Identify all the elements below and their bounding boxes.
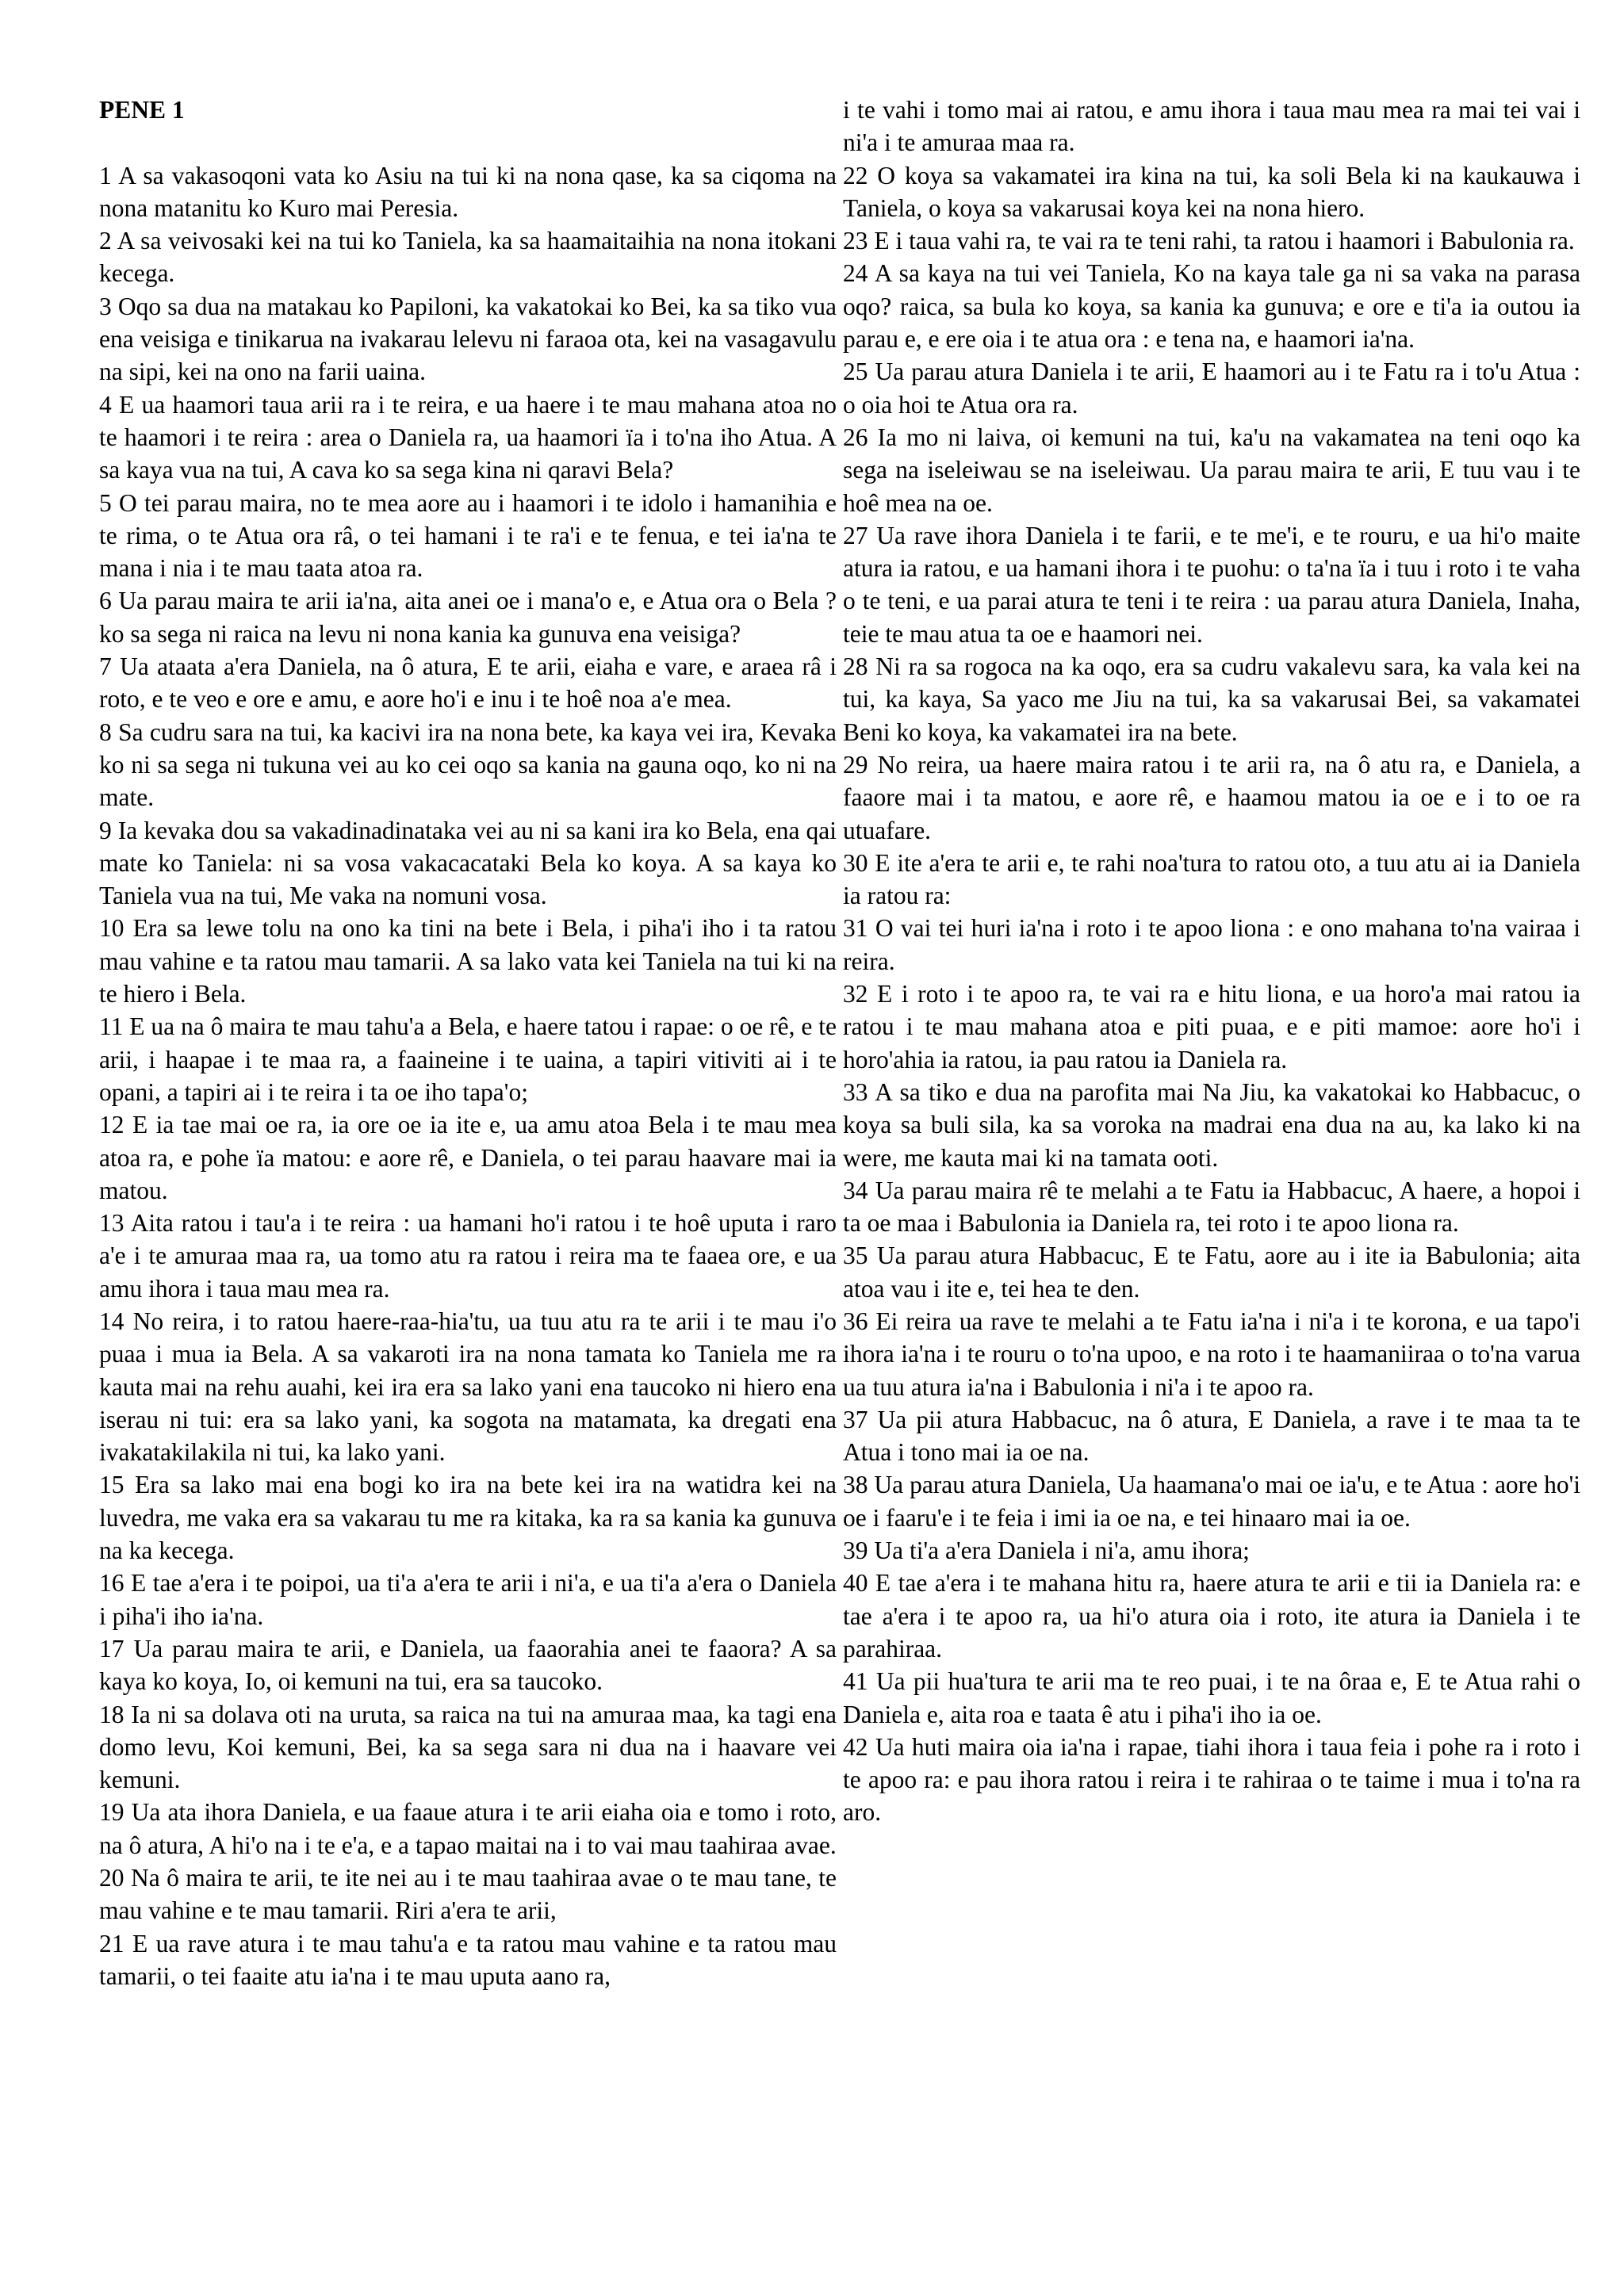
verse: 24 A sa kaya na tui vei Taniela, Ko na kaya tale ga ni sa vaka na parasa oqo? raica, sa bula ko koya, sa kania ka gunuva; e ore e ti'a ia outou ia parau e, e ere oia i te atua ora : e tena na, e haamori ia'na.	[843, 259, 1580, 354]
verse: 27 Ua rave ihora Daniela i te farii, e te me'i, e te rouru, e ua hi'o maite atura ia ratou, e ua hamani ihora i te puohu: o ta'na ïa i tuu i roto i te vaha o te teni, e ua parai atura te teni i te reira : ua parau atura Daniela, Inaha, teie te mau atua ta oe e haamori nei.	[843, 521, 1580, 648]
verse: 26 Ia mo ni laiva, oi kemuni na tui, ka'u na vakamatea na teni oqo ka sega na iseleiwau se na iseleiwau. Ua parau maira te arii, E tuu vau i te hoê mea na oe.	[843, 423, 1580, 517]
verse: i te vahi i tomo mai ai ratou, e amu ihora i taua mau mea ra mai tei vai i ni'a i te amuraa maa ra.	[843, 96, 1580, 157]
verse: 5 O tei parau maira, no te mea aore au i haamori i te idolo i hamanihia e te rima, o te Atua ora râ, o tei hamani i te ra'i e te fenua, e tei ia'na te mana i nia i te mau taata atoa ra.	[99, 488, 837, 583]
verse: 10 Era sa lewe tolu na ono ka tini na bete i Bela, i piha'i iho i ta ratou mau vahine e ta ratou mau tamarii. A sa lako vata kei Taniela na tui ki na te hiero i Bela.	[99, 914, 837, 1008]
verse: 36 Ei reira ua rave te melahi a te Fatu ia'na i ni'a i te korona, e ua tapo'i ihora ia'na i te rouru o to'na upoo, e na roto i te haamaniiraa o to'na varua ua tuu atura ia'na i Babulonia i ni'a i te apoo ra.	[843, 1307, 1580, 1401]
verse: 20 Na ô maira te arii, te ite nei au i te mau taahiraa avae o te mau tane, te mau vahine e te mau tamarii. Riri a'era te arii,	[99, 1864, 837, 1925]
left-column	[99, 94, 837, 1992]
verse: 25 Ua parau atura Daniela i te arii, E haamori au i te Fatu ra i to'u Atua : o oia hoi te Atua ora ra.	[843, 358, 1580, 419]
verse: 6 Ua parau maira te arii ia'na, aita anei oe i mana'o e, e Atua ora o Bela ? ko sa sega ni raica na levu ni nona kania ka gunuva ena veisiga?	[99, 587, 837, 648]
verse: 15 Era sa lako mai ena bogi ko ira na bete kei ira na watidra kei na luvedra, me vaka era sa vakarau tu me ra kitaka, ka ra sa kania ka gunuva na ka kecega.	[99, 1471, 837, 1565]
verse: 42 Ua huti maira oia ia'na i rapae, tiahi ihora i taua feia i pohe ra i roto i te apoo ra: e pau ihora ratou i reira i te rahiraa o te taime i mua i to'na ra aro.	[843, 1732, 1580, 1827]
verse: 28 Ni ra sa rogoca na ka oqo, era sa cudru vakalevu sara, ka vala kei na tui, ka kaya, Sa yaco me Jiu na tui, ka sa vakarusai Bei, sa vakamatei Beni ko koya, ka vakamatei ira na bete.	[843, 652, 1580, 746]
verse: 18 Ia ni sa dolava oti na uruta, sa raica na tui na amuraa maa, ka tagi ena domo levu, Koi kemuni, Bei, ka sa sega sara ni dua na i haavare vei kemuni.	[99, 1700, 837, 1794]
verse: 39 Ua ti'a a'era Daniela i ni'a, amu ihora;	[843, 1536, 1250, 1565]
verse: 33 A sa tiko e dua na parofita mai Na Jiu, ka vakatokai ko Habbacuc, o koya sa buli sila, ka sa voroka na madrai ena dua na au, ka lako ki na were, me kauta mai ki na tamata ooti.	[843, 1077, 1580, 1172]
verse: 8 Sa cudru sara na tui, ka kacivi ira na nona bete, ka kaya vei ira, Kevaka ko ni sa sega ni tukuna vei au ko cei oqo sa kania na gauna oqo, ko ni na mate.	[99, 718, 837, 812]
verse: 3 Oqo sa dua na matakau ko Papiloni, ka vakatokai ko Bei, ka sa tiko vua ena veisiga e tinikarua na ivakarau lelevu ni faraoa ota, kei na vasagavulu na sipi, kei na ono na farii uaina.	[99, 292, 837, 386]
verse: 1 A sa vakasoqoni vata ko Asiu na tui ki na nona qase, ka sa ciqoma na nona matanitu ko Kuro mai Peresia.	[99, 161, 837, 222]
verse: 32 E i roto i te apoo ra, te vai ra e hitu liona, e ua horo'a mai ratou ia ratou i te mau mahana atoa e piti puaa, e e piti mamoe: aore ho'i i horo'ahia ia ratou, ia pau ratou ia Daniela ra.	[843, 980, 1580, 1073]
verse: 19 Ua ata ihora Daniela, e ua faaue atura i te arii eiaha oia e tomo i roto, na ô atura, A hi'o na i te e'a, e a tapao maitai na i to vai mau taahiraa avae.	[99, 1798, 837, 1859]
verse: 14 No reira, i to ratou haere-raa-hia'tu, ua tuu atu ra te arii i te mau i'o puaa i mua ia Bela. A sa vakaroti ira na nona tamata ko Taniela me ra kauta mai na rehu auahi, kei ira era sa lako yani ena taucoko ni hiero ena iserau ni tui: era sa lako yani, ka sogota na matamata, ka dregati ena ivakatakilakila ni tui, ka lako yani.	[99, 1307, 837, 1467]
verse: 7 Ua ataata a'era Daniela, na ô atura, E te arii, eiaha e vare, e araea râ i roto, e te veo e ore e amu, e aore ho'i e inu i te hoê noa a'e mea.	[99, 652, 837, 714]
verse: 16 E tae a'era i te poipoi, ua ti'a a'era te arii i ni'a, e ua ti'a a'era o Daniela i piha'i iho ia'na.	[99, 1569, 837, 1630]
verse: 34 Ua parau maira rê te melahi a te Fatu ia Habbacuc, A haere, a hopoi i ta oe maa i Babulonia ia Daniela ra, tei roto i te apoo liona ra.	[843, 1176, 1580, 1238]
verse: 4 E ua haamori taua arii ra i te reira, e ua haere i te mau mahana atoa no te haamori i te reira : area o Daniela ra, ua haamori ïa i to'na iho Atua. A sa kaya vua na tui, A cava ko sa sega kina ni qaravi Bela?	[99, 390, 837, 484]
verse: 41 Ua pii hua'tura te arii ma te reo puai, i te na ôraa e, E te Atua rahi o Daniela e, aita roa e taata ê atu i piha'i iho ia oe.	[843, 1667, 1580, 1728]
verse: 38 Ua parau atura Daniela, Ua haamana'o mai oe ia'u, e te Atua : aore ho'i oe i faaru'e i te feia i imi ia oe na, e tei hinaaro mai ia oe.	[843, 1471, 1580, 1532]
right-column	[843, 94, 1580, 1829]
verse: 40 E tae a'era i te mahana hitu ra, haere atura te arii e tii ia Daniela ra: e tae a'era i te apoo ra, ua hi'o atura oia i roto, ite atura ia Daniela i te parahiraa.	[843, 1569, 1580, 1663]
verse: 37 Ua pii atura Habbacuc, na ô atura, E Daniela, a rave i te maa ta te Atua i tono mai ia oe na.	[843, 1405, 1580, 1467]
verse: 17 Ua parau maira te arii, e Daniela, ua faaorahia anei te faaora? A sa kaya ko koya, Io, oi kemuni na tui, era sa taucoko.	[99, 1634, 837, 1696]
verse: 31 O vai tei huri ia'na i roto i te apoo liona : e ono mahana to'na vairaa i reira.	[843, 914, 1580, 975]
verse: 29 No reira, ua haere maira ratou i te arii ra, na ô atu ra, e Daniela, a faaore mai i ta matou, e aore rê, e haamou matou ia oe e i to oe ra utuafare.	[843, 750, 1580, 844]
verse: 35 Ua parau atura Habbacuc, E te Fatu, aore au i ite ia Babulonia; aita atoa vau i ite e, tei hea te den.	[843, 1242, 1580, 1303]
verse: 21 E ua rave atura i te mau tahu'a e ta ratou mau vahine e ta ratou mau tamarii, o tei faaite atu ia'na i te mau uputa aano ra,	[99, 1929, 837, 1990]
verse: 22 O koya sa vakamatei ira kina na tui, ka soli Bela ki na kaukauwa i Taniela, o koya sa vakarusai koya kei na nona hiero.	[843, 161, 1580, 222]
verse: 12 E ia tae mai oe ra, ia ore oe ia ite e, ua amu atoa Bela i te mau mea atoa ra, e pohe ïa matou: e aore rê, e Daniela, o tei parau haavare mai ia matou.	[99, 1111, 837, 1204]
verse: 2 A sa veivosaki kei na tui ko Taniela, ka sa haamaitaihia na nona itokani kecega.	[99, 227, 837, 288]
verse: 9 Ia kevaka dou sa vakadinadinataka vei au ni sa kani ira ko Bela, ena qai mate ko Taniela: ni sa vosa vakacacataki Bela ko koya. A sa kaya ko Taniela vua na tui, Me vaka na nomuni vosa.	[99, 816, 837, 910]
verse: 11 E ua na ô maira te mau tahu'a a Bela, e haere tatou i rapae: o oe rê, e te arii, i haapae i te maa ra, a faaineine i te uaina, a tapiri vitiviti ai i te opani, a tapiri ai i te reira i ta oe iho tapa'o;	[99, 1012, 837, 1106]
verse: 30 E ite a'era te arii e, te rahi noa'tura to ratou oto, a tuu atu ai ia Daniela ia ratou ra:	[843, 848, 1580, 910]
chapter-title: PENE 1	[99, 96, 185, 124]
verse: 23 E i taua vahi ra, te vai ra te teni rahi, ta ratou i haamori i Babulonia ra.	[843, 227, 1575, 255]
verse: 13 Aita ratou i tau'a i te reira : ua hamani ho'i ratou i te hoê uputa i raro a'e i te amuraa maa ra, ua tomo atu ra ratou i reira ma te faaea ore, e ua amu ihora i taua mau mea ra.	[99, 1209, 837, 1303]
